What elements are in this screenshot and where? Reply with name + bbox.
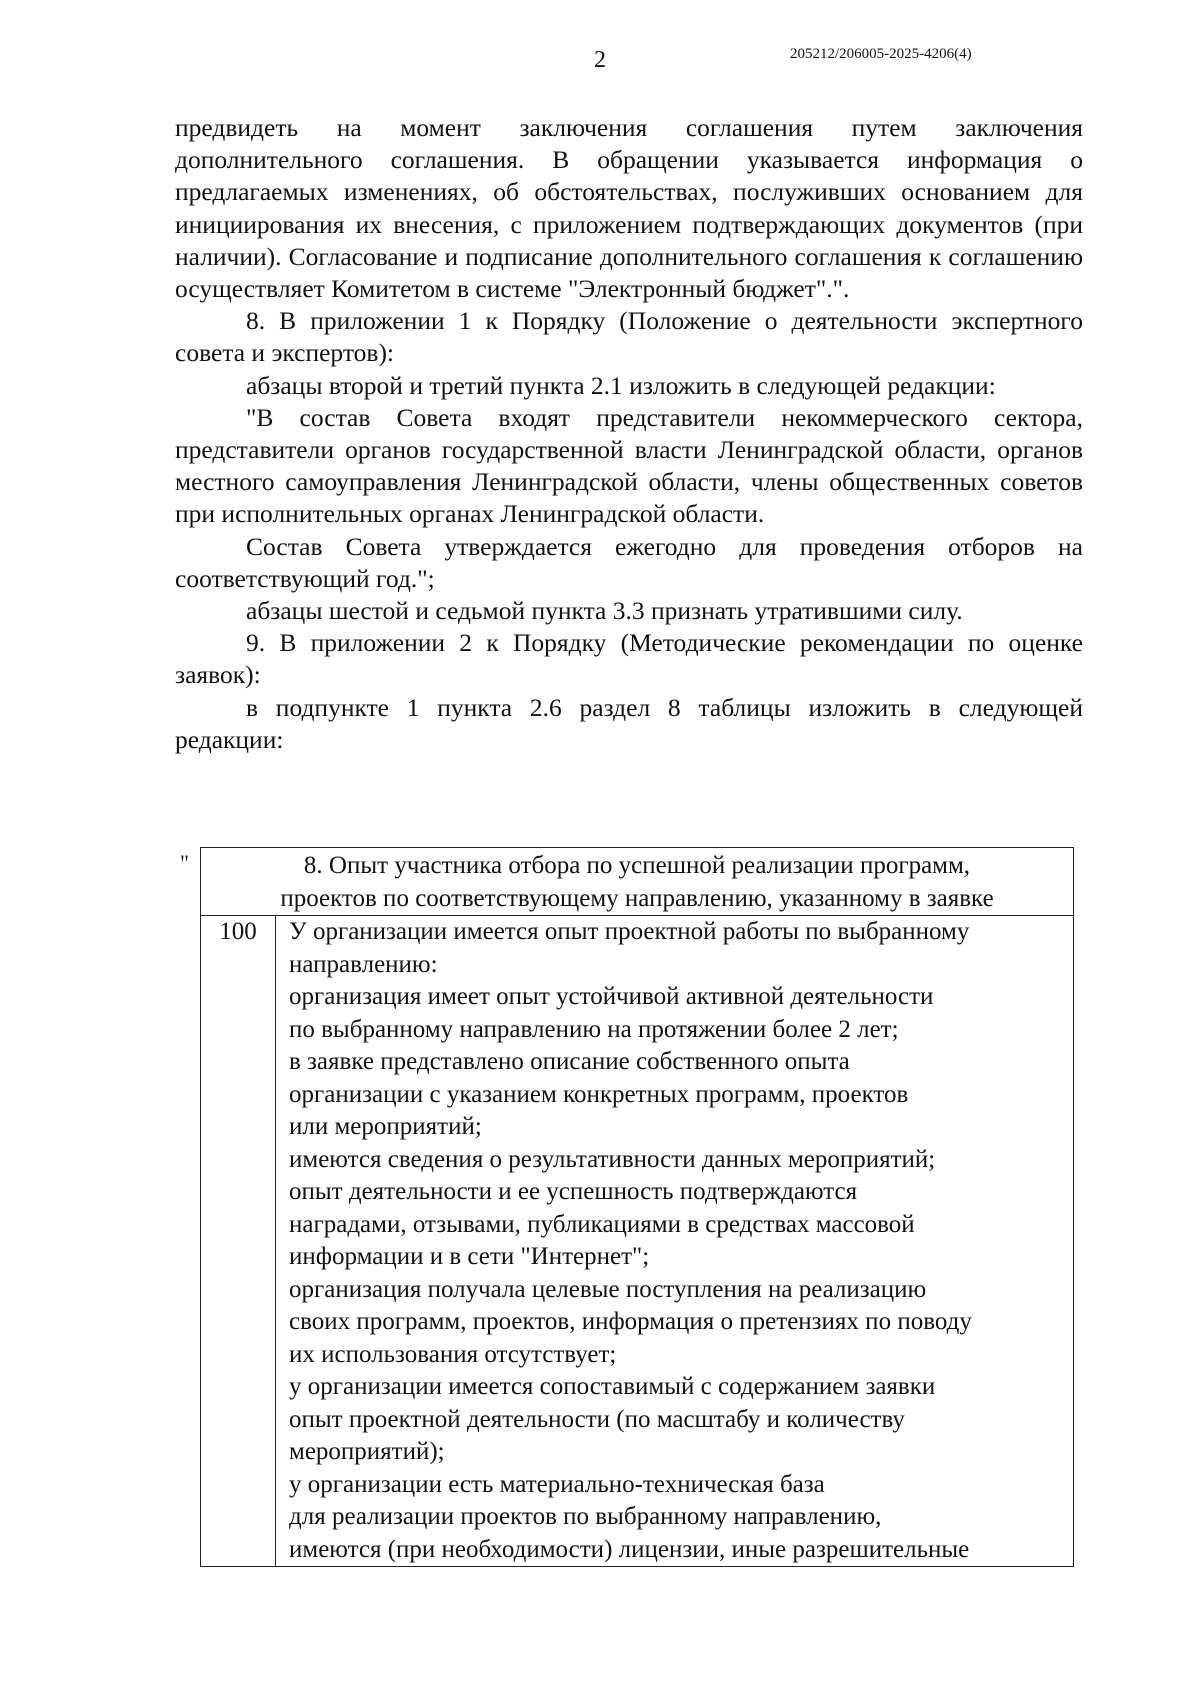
opening-quote-mark: " <box>180 850 189 875</box>
document-code: 205212/206005-2025-4206(4) <box>790 46 972 62</box>
description-line: У организации имеется опыт проектной работы по выбранному <box>289 918 970 945</box>
description-line: мероприятий); <box>289 1438 445 1465</box>
description-line: опыт деятельности и ее успешность подтверждаются <box>289 1178 858 1205</box>
score-cell: 100 <box>201 916 276 1567</box>
page-number: 2 <box>594 47 606 73</box>
description-line: имеются сведения о результативности данных мероприятий; <box>289 1145 936 1173</box>
description-line: наградами, отзывами, публикациями в средствах массовой <box>289 1210 915 1238</box>
description-line: имеются (при необходимости) лицензии, иные разрешительные <box>289 1535 970 1563</box>
description-line: направлению: <box>289 950 438 978</box>
description-line: в заявке представлено описание собственного опыта <box>289 1048 850 1075</box>
table-heading-row <box>201 848 1074 916</box>
criteria-table <box>200 847 1074 1567</box>
description-line: организация имеет опыт устойчивой активной деятельности <box>289 983 934 1010</box>
paragraph-item-8-instruction: абзацы второй и третий пункта 2.1 изложить в следующей редакции: <box>246 370 996 400</box>
description-line: опыт проектной деятельности (по масштабу и количеству <box>289 1405 905 1433</box>
description-line: по выбранному направлению на протяжении более 2 лет; <box>289 1015 899 1043</box>
document-body <box>175 112 1083 756</box>
paragraph-council-approval: Состав Совета утверждается ежегодно для проведения отборов на соответствующий год."; <box>175 531 1083 593</box>
paragraph-item-9: 9. В приложении 2 к Порядку (Методические рекомендации по оценке заявок): <box>175 628 1083 690</box>
description-line: у организации имеется сопоставимый с содержанием заявки <box>289 1373 936 1400</box>
description-cell <box>276 916 1074 1567</box>
paragraph-item-8: 8. В приложении 1 к Порядку (Положение о деятельности экспертного совета и экспертов): <box>175 306 1083 368</box>
description-line: организация получала целевые поступления на реализацию <box>289 1275 927 1303</box>
table-heading-cell <box>201 848 1074 916</box>
paragraph-agreement-continuation: предвидеть на момент заключения соглашения путем заключения дополнительного соглашения. В обращении указывается информация о предлагаемых изменениях, об обстоятельствах, послуживших основанием для инициирования их внесения, с приложением подтверждающих документов (при наличии). Согласование и подписание дополнительного соглашения к соглашению осуществляет Комитетом в системе "Электронный бюджет".". <box>175 113 1083 304</box>
description-line: у организации есть материально-техническая база <box>289 1470 825 1498</box>
table-heading-line: проектов по соответствующему направлению, указанному в заявке <box>280 884 994 912</box>
description-line: для реализации проектов по выбранному направлению, <box>289 1503 882 1530</box>
description-line: или мероприятий; <box>289 1113 482 1140</box>
table-heading-line: 8. Опыт участника отбора по успешной реализации программ, <box>303 852 971 879</box>
paragraph-council-composition: "В состав Совета входят представители некоммерческого сектора, представители органов государственной власти Ленинградской области, органов местного самоуправления Ленинградской области, члены общественных советов при исполнительных органах Ленинградской области. <box>175 402 1083 529</box>
table-row <box>201 916 1074 1567</box>
description-line: информации и в сети "Интернет"; <box>289 1243 650 1270</box>
paragraph-item-9-instruction: в подпункте 1 пункта 2.6 раздел 8 таблицы изложить в следующей редакции: <box>175 692 1083 754</box>
description-line: своих программ, проектов, информация о претензиях по поводу <box>289 1308 972 1335</box>
description-line: их использования отсутствует; <box>289 1340 617 1368</box>
paragraph-repeal: абзацы шестой и седьмой пункта 3.3 признать утратившими силу. <box>246 596 963 626</box>
description-line: организации с указанием конкретных программ, проектов <box>289 1080 909 1108</box>
